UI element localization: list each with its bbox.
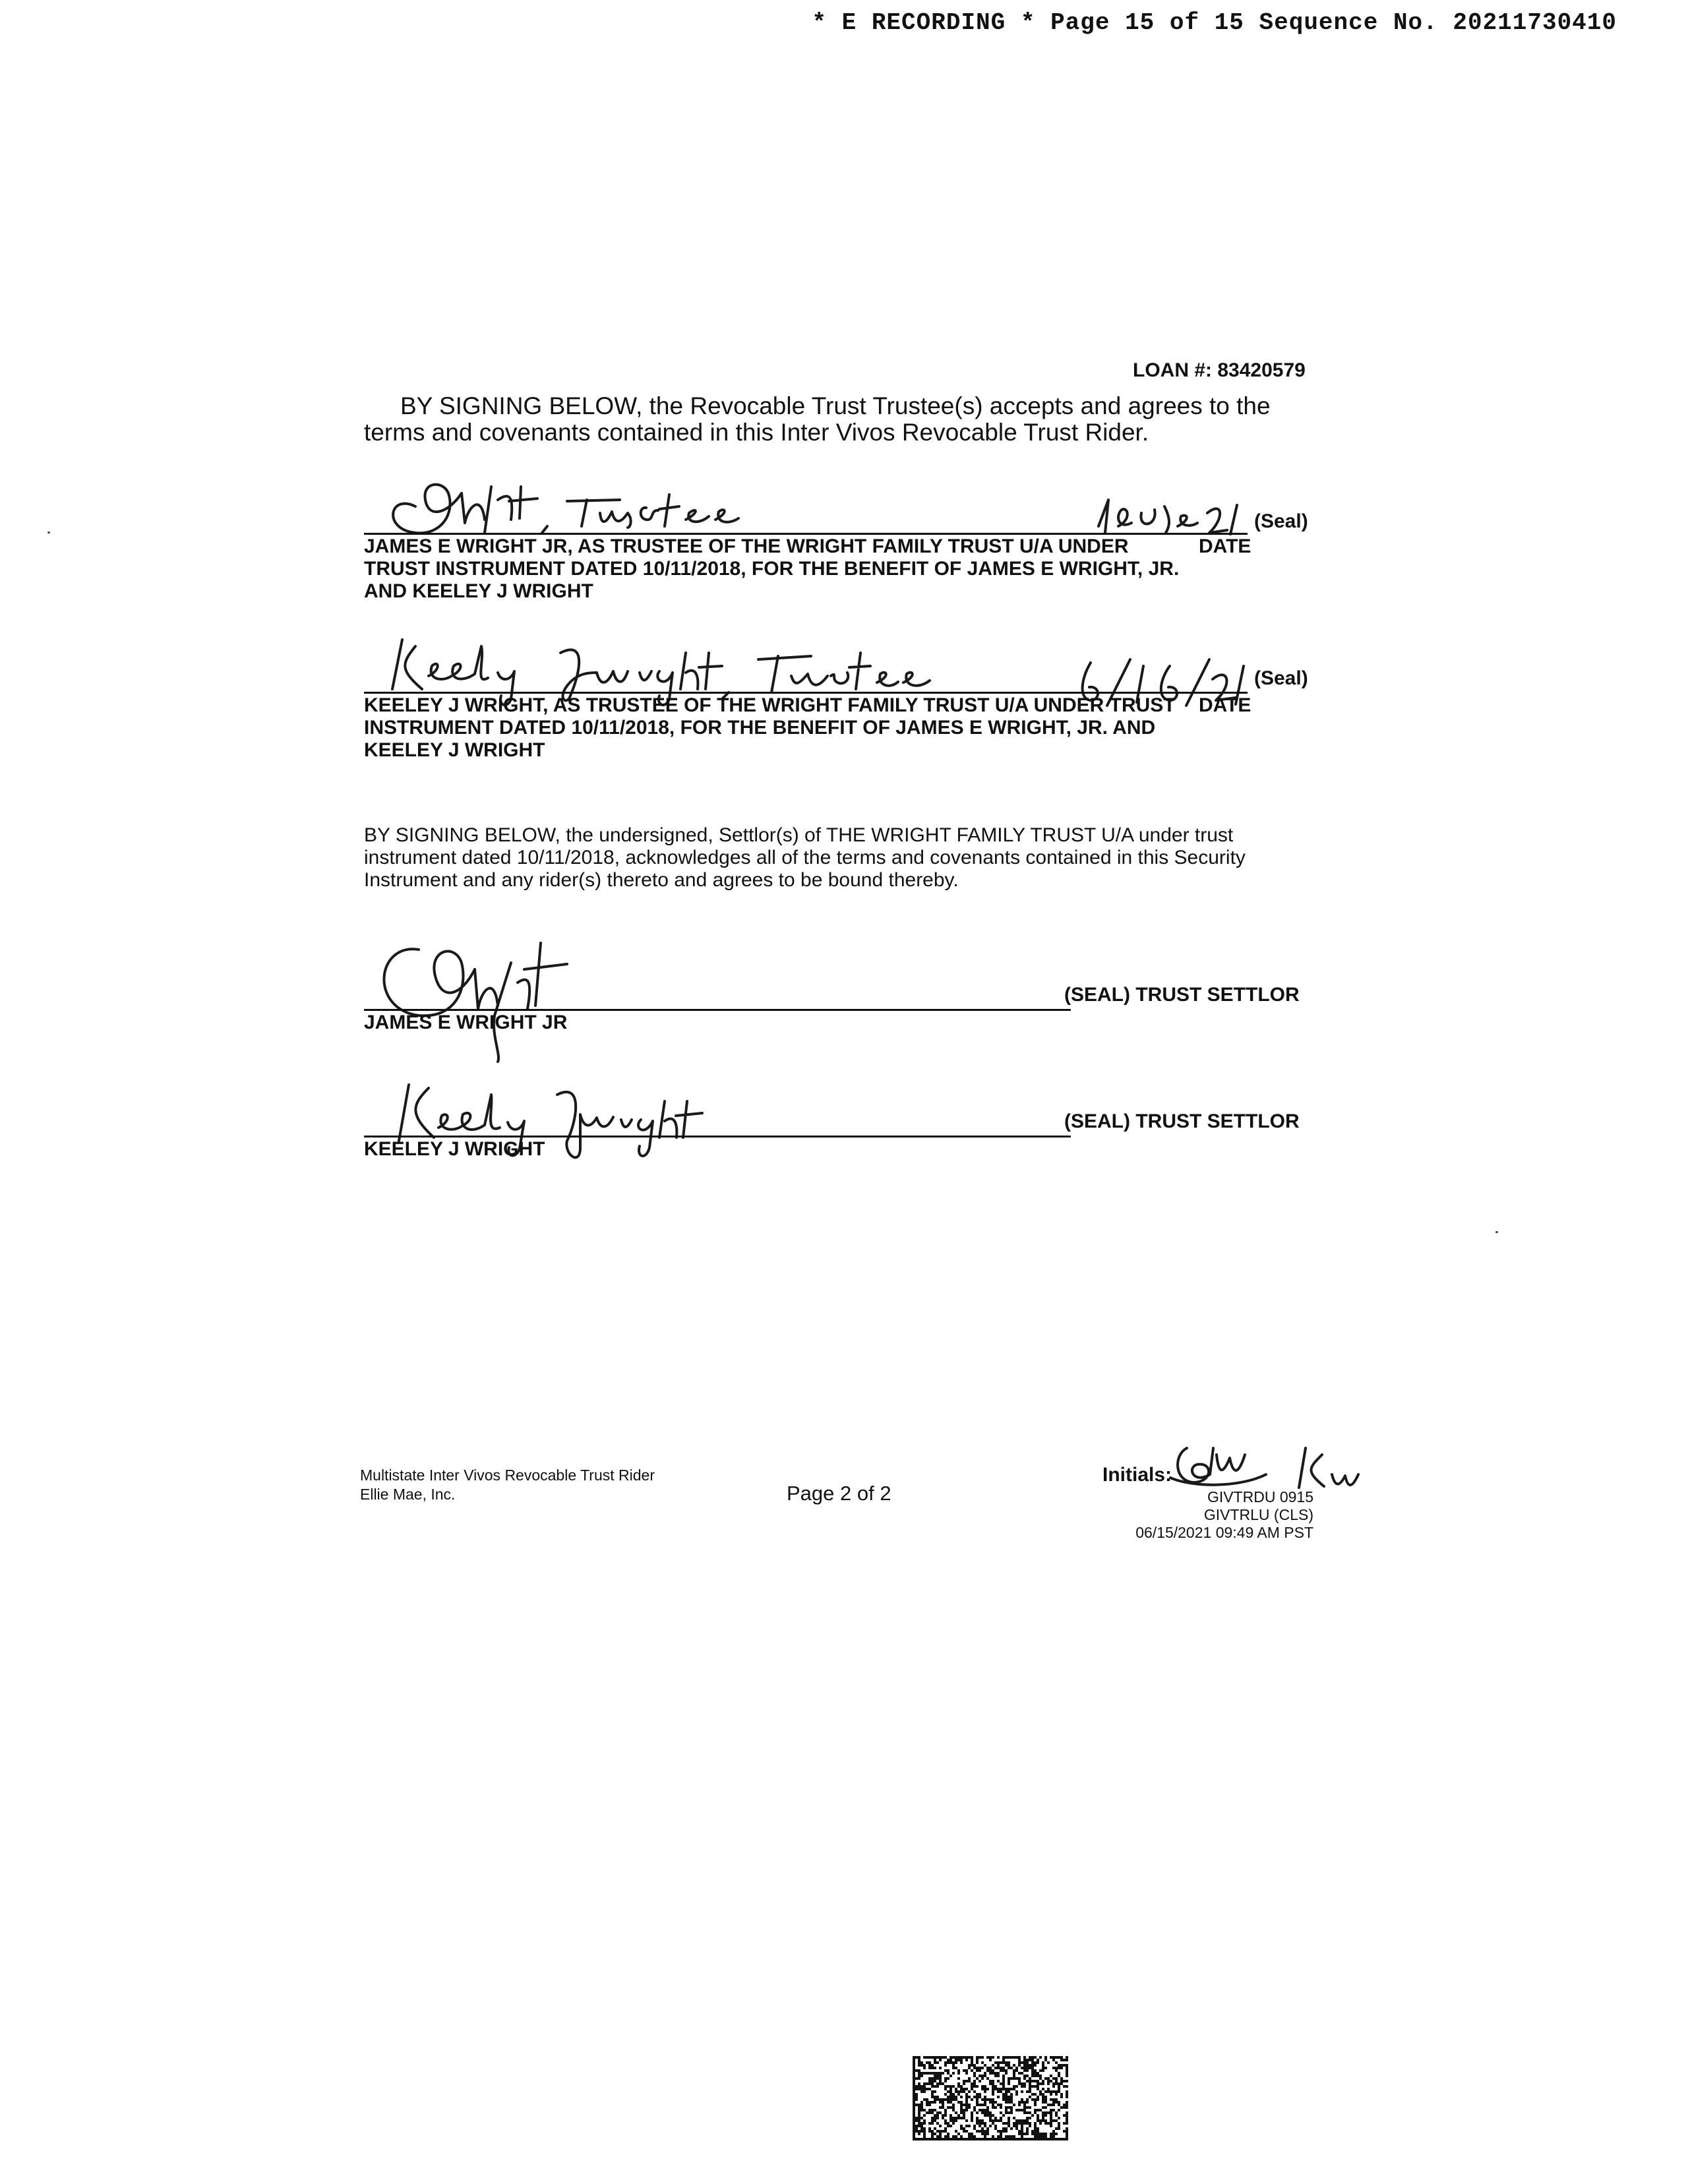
trustee-1-signature-line	[364, 533, 1248, 535]
settlor-2-signature-ink	[382, 1075, 752, 1180]
settlor-2-signature-line	[364, 1136, 1071, 1138]
recording-header: * E RECORDING * Page 15 of 15 Sequence No. 20211730410	[812, 9, 1617, 36]
trustee-intro-paragraph	[364, 393, 1327, 446]
footer-form-name: Multistate Inter Vivos Revocable Trust Rider	[360, 1467, 655, 1484]
footer-form-info	[360, 1466, 655, 1504]
page-number: Page 2 of 2	[787, 1482, 891, 1505]
form-timestamp: 06/15/2021 09:49 AM PST	[1135, 1524, 1313, 1541]
trustee-1-name-caption: JAMES E WRIGHT JR, AS TRUSTEE OF THE WRIGHT FAMILY TRUST U/A UNDER TRUST INSTRUMENT DATED 10/11/2018, FOR THE BENEFIT OF JAMES E WRIGHT, JR. AND KEELEY J WRIGHT	[364, 535, 1180, 602]
trustee-1-date-label: DATE	[1199, 535, 1251, 557]
settlor-1-signature-line	[364, 1009, 1071, 1011]
scan-speck	[1495, 1231, 1498, 1233]
trustee-1-seal-label: (Seal)	[1254, 510, 1308, 532]
form-codes	[1076, 1488, 1313, 1542]
trustee-1-date-ink	[1092, 487, 1250, 539]
settlor-1-name-caption: JAMES E WRIGHT JR	[364, 1012, 568, 1033]
trustee-intro-text: BY SIGNING BELOW, the Revocable Trust Trustee(s) accepts and agrees to the terms and covenants contained in this Inter Vivos Revocable Trust Rider.	[364, 392, 1271, 446]
settlor-2-role-label: (SEAL) TRUST SETTLOR	[1064, 1110, 1300, 1132]
loan-number: LOAN #: 83420579	[1133, 359, 1306, 381]
initials-label: Initials:	[1102, 1464, 1172, 1486]
form-code-1: GIVTRDU 0915	[1207, 1488, 1313, 1505]
settlor-1-signature-ink	[363, 923, 640, 1068]
trustee-1-signature-ink	[369, 467, 765, 539]
initials-ink	[1167, 1435, 1358, 1494]
settlor-1-role-label: (SEAL) TRUST SETTLOR	[1064, 984, 1300, 1006]
2d-barcode-icon	[913, 2056, 1068, 2140]
trustee-2-signature-line	[364, 692, 1248, 694]
settlor-intro-paragraph: BY SIGNING BELOW, the undersigned, Settlor(s) of THE WRIGHT FAMILY TRUST U/A under trust instrument dated 10/11/2018, acknowledges all of the terms and covenants contained in this Security Instrument and any rider(s) thereto and agrees to be bound thereby.	[364, 824, 1246, 891]
trustee-2-date-label: DATE	[1199, 694, 1251, 716]
form-code-2: GIVTRLU (CLS)	[1203, 1506, 1313, 1523]
trustee-2-seal-label: (Seal)	[1254, 667, 1308, 689]
scan-speck	[47, 531, 50, 533]
trustee-2-name-caption: KEELEY J WRIGHT, AS TRUSTEE OF THE WRIGHT FAMILY TRUST U/A UNDER TRUST INSTRUMENT DATED 10/11/2018, FOR THE BENEFIT OF JAMES E WRIGHT, JR. AND KEELEY J WRIGHT	[364, 694, 1176, 761]
footer-company: Ellie Mae, Inc.	[360, 1486, 456, 1503]
settlor-2-name-caption: KEELEY J WRIGHT	[364, 1138, 545, 1160]
